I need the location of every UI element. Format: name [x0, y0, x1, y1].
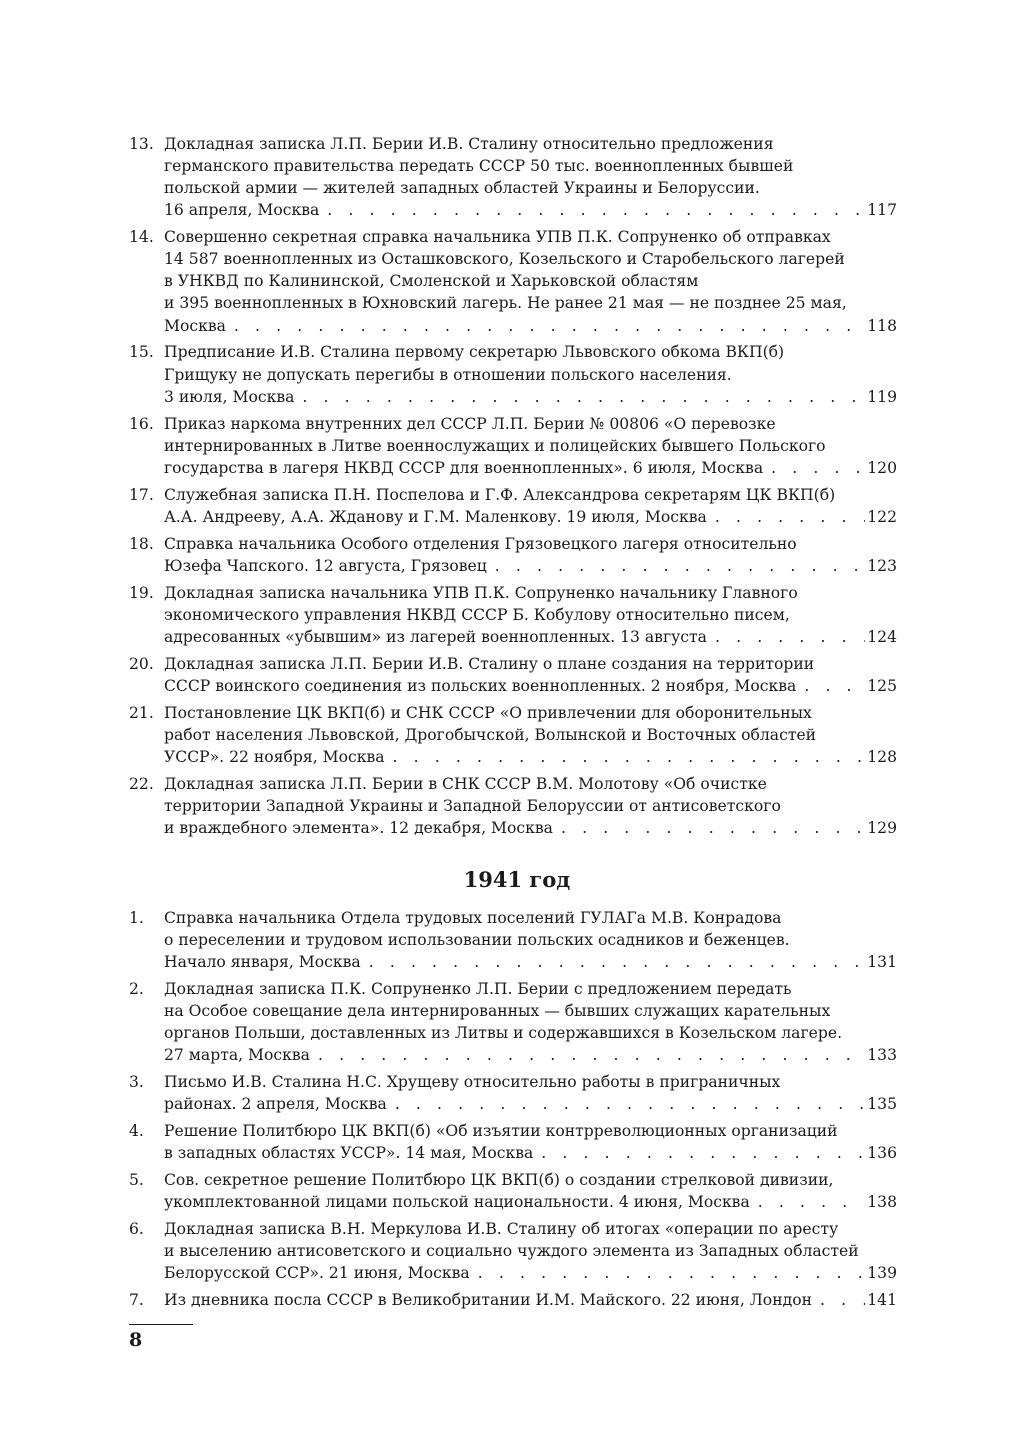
toc-entry-page: 120: [867, 458, 897, 477]
toc-entry-number: 13.: [129, 135, 154, 153]
toc-entry-line: и враждебного элемента». 12 декабря, Москва: [164, 818, 553, 837]
dot-leader: [750, 1191, 865, 1213]
toc-entry-line: в УНКВД по Калининской, Смоленской и Харьковской областям: [164, 272, 699, 291]
toc-entry-last-line: [164, 1191, 897, 1213]
toc-entry-page: 131: [867, 953, 897, 972]
toc-entry: [129, 653, 897, 697]
toc-entry-line: Справка начальника Особого отделения Грязовецкого лагеря относительно: [164, 534, 797, 553]
toc-entry-page: 141: [867, 1291, 897, 1310]
toc-entry: [129, 413, 897, 479]
toc-entry-line: в западных областях УССР». 14 мая, Москва: [164, 1144, 534, 1163]
toc-entry-number: 5.: [129, 1171, 144, 1190]
toc-entry-number: 6.: [129, 1220, 144, 1239]
toc-entry-last-line: [164, 506, 897, 528]
toc-entry-line: и 395 военнопленных в Юхновский лагерь. Не ранее 21 мая — не позднее 25 мая,: [164, 294, 847, 313]
dot-leader: [707, 626, 865, 648]
toc-entry-text: [164, 702, 897, 768]
dot-leader: [385, 746, 865, 768]
toc-entry: [129, 341, 897, 407]
toc-entry-last-line: [164, 555, 897, 577]
toc-entry-line: территории Западной Украины и Западной Белоруссии от антисоветского: [164, 796, 781, 815]
toc-entry-line: Решение Политбюро ЦК ВКП(б) «Об изъятии контрреволюционных организаций: [164, 1122, 838, 1141]
toc-entry-number: 22.: [129, 774, 154, 793]
toc-entry-line: Из дневника посла СССР в Великобритании И.М. Майского. 22 июня, Лондон: [164, 1291, 812, 1310]
toc-entry: [129, 1071, 897, 1115]
dot-leader: [812, 1289, 865, 1311]
toc-entry-text: [164, 773, 897, 839]
toc-entry-text: [164, 533, 897, 577]
toc-entry-page: 139: [867, 1264, 897, 1283]
toc-entry-last-line: [164, 457, 897, 479]
toc-entry: [129, 1120, 897, 1164]
toc-entry-number: 15.: [129, 343, 154, 362]
toc-entry-line: 3 июля, Москва: [164, 387, 295, 406]
toc-entry-text: [164, 226, 897, 336]
toc-entry-last-line: [164, 675, 897, 697]
toc-entry-text: [164, 978, 897, 1066]
dot-leader: [763, 457, 865, 479]
toc-entry-text: [164, 133, 897, 221]
toc-entry: [129, 702, 897, 768]
dot-leader: [319, 199, 865, 221]
toc-entry-line: работ населения Львовской, Дрогобычской, Волынской и Восточных областей: [164, 725, 817, 744]
toc-entry-line: УССР». 22 ноября, Москва: [164, 747, 385, 766]
toc-entry-line: Докладная записка В.Н. Меркулова И.В. Сталину об итогах «операции по аресту: [164, 1220, 839, 1239]
toc-entry-text: [164, 341, 897, 407]
toc-entry-page: 124: [867, 627, 897, 646]
toc-entry: [129, 907, 897, 973]
toc-entry-page: 135: [867, 1095, 897, 1114]
toc-entry-line: государства в лагеря НКВД СССР для военнопленных». 6 июля, Москва: [164, 458, 764, 477]
toc-entry-page: 129: [867, 818, 897, 837]
toc-entry-line: укомплектованной лицами польской национальности. 4 июня, Москва: [164, 1193, 750, 1212]
toc-entry-line: Постановление ЦК ВКП(б) и СНК СССР «О привлечении для оборонительных: [164, 703, 812, 722]
toc-entry-line: Москва: [164, 316, 226, 335]
toc-entry-last-line: [164, 817, 897, 839]
toc-entry-number: 18.: [129, 534, 154, 553]
toc-entry: [129, 1218, 897, 1284]
toc-entry-line: польской армии — жителей западных областей Украины и Белоруссии.: [164, 179, 760, 198]
toc-entry: [129, 1169, 897, 1213]
toc-entry-page: 119: [867, 387, 897, 406]
footer-rule: [129, 1324, 193, 1325]
toc-entry-line: Докладная записка Л.П. Берии И.В. Сталину о плане создания на территории: [164, 654, 815, 673]
toc-entry-number: 16.: [129, 414, 154, 433]
toc-entry-line: Служебная записка П.Н. Поспелова и Г.Ф. Александрова секретарям ЦК ВКП(б): [164, 485, 836, 504]
toc-entry-text: [164, 413, 897, 479]
toc-entry-line: Докладная записка Л.П. Берии в СНК СССР В.М. Молотову «Об очистке: [164, 774, 767, 793]
dot-leader: [487, 555, 865, 577]
toc-entry-number: 3.: [129, 1073, 144, 1092]
toc-entry-line: Докладная записка П.К. Сопруненко Л.П. Берии с предложением передать: [164, 980, 792, 999]
year-heading-1941: 1941 год: [463, 867, 571, 892]
toc-entry-line: Белорусской ССР». 21 июня, Москва: [164, 1264, 470, 1283]
toc-entry-line: 14 587 военнопленных из Осташковского, Козельского и Старобельского лагерей: [164, 250, 845, 269]
toc-entry: [129, 484, 897, 528]
toc-entry-last-line: [164, 1142, 897, 1164]
dot-leader: [387, 1093, 865, 1115]
toc-entry-number: 7.: [129, 1291, 144, 1310]
toc-entry-line: Докладная записка начальника УПВ П.К. Сопруненко начальнику Главного: [164, 583, 798, 602]
toc-entry-line: органов Польши, доставленных из Литвы и содержавшихся в Козельском лагере.: [164, 1024, 843, 1043]
dot-leader: [310, 1044, 865, 1066]
toc-entry-page: 128: [867, 747, 897, 766]
dot-leader: [470, 1262, 865, 1284]
toc-entry-text: [164, 582, 897, 648]
dot-leader: [707, 506, 865, 528]
toc-entry-line: Приказ наркома внутренних дел СССР Л.П. Берии № 00806 «О перевозке: [164, 414, 776, 433]
toc-entry-number: 17.: [129, 485, 154, 504]
dot-leader: [361, 951, 865, 973]
toc-entry-line: о переселении и трудовом использовании польских осадников и беженцев.: [164, 931, 790, 950]
dot-leader: [294, 386, 865, 408]
toc-entry-number: 4.: [129, 1122, 144, 1141]
toc-entry-line: Справка начальника Отдела трудовых поселений ГУЛАГа М.В. Конрадова: [164, 909, 782, 927]
dot-leader: [533, 1142, 865, 1164]
toc-entry-text: [164, 907, 897, 973]
toc-entry-line: Докладная записка Л.П. Берии И.В. Сталину относительно предложения: [164, 135, 774, 153]
toc-entry-text: [164, 1071, 897, 1115]
toc-entry-last-line: [164, 1262, 897, 1284]
toc-entry-number: 2.: [129, 980, 144, 999]
toc-entry-page: 138: [867, 1193, 897, 1212]
toc-entry: [129, 226, 897, 336]
toc-entry-page: 125: [867, 676, 897, 695]
toc-entry-line: Грищуку не допускать перегибы в отношении польского населения.: [164, 365, 732, 384]
toc-entry-number: 20.: [129, 654, 154, 673]
toc-entry-last-line: [164, 746, 897, 768]
toc-entry-line: Юзефа Чапского. 12 августа, Грязовец: [164, 556, 487, 575]
toc-entry-line: Предписание И.В. Сталина первому секретарю Львовского обкома ВКП(б): [164, 343, 785, 362]
toc-entry-line: адресованных «убывшим» из лагерей военнопленных. 13 августа: [164, 627, 707, 646]
toc-entry-line: германского правительства передать СССР 50 тыс. военнопленных бывшей: [164, 157, 794, 176]
toc-entry: [129, 1289, 897, 1311]
toc-entry-last-line: [164, 386, 897, 408]
toc-entry-text: [164, 1120, 897, 1164]
toc-entry-line: экономического управления НКВД СССР Б. Кобулову относительно писем,: [164, 605, 790, 624]
dot-leader: [553, 817, 865, 839]
toc-entry-line: Письмо И.В. Сталина Н.С. Хрущеву относительно работы в приграничных: [164, 1073, 781, 1092]
toc-entry-line: интернированных в Литве военнослужащих и полицейских бывшего Польского: [164, 436, 826, 455]
toc-entry-line: Совершенно секретная справка начальника УПВ П.К. Сопруненко об отправках: [164, 228, 831, 247]
toc-entry-last-line: [164, 951, 897, 973]
page-number: 8: [129, 1329, 143, 1351]
toc-entry-number: 14.: [129, 228, 154, 247]
dot-leader: [226, 315, 865, 337]
toc-entry-number: 21.: [129, 703, 154, 722]
dot-leader: [796, 675, 865, 697]
toc-entry-page: 136: [867, 1144, 897, 1163]
toc-entry-last-line: [164, 199, 897, 221]
toc-entry: [129, 582, 897, 648]
toc-entry-line: районах. 2 апреля, Москва: [164, 1095, 387, 1114]
toc-entry-last-line: [164, 1093, 897, 1115]
toc-entry-last-line: [164, 1044, 897, 1066]
toc-entry-text: [164, 653, 897, 697]
toc-entry-text: [164, 1169, 897, 1213]
toc-entry-last-line: [164, 1289, 897, 1311]
toc-entry-text: [164, 1218, 897, 1284]
toc-entry-line: Начало января, Москва: [164, 953, 361, 972]
toc-entry-page: 133: [867, 1046, 897, 1065]
toc-entry-last-line: [164, 315, 897, 337]
toc-entry-line: и выселению антисоветского и социально чуждого элемента из Западных областей: [164, 1242, 859, 1261]
toc-entry-page: 123: [867, 556, 897, 575]
toc-entry: [129, 133, 897, 221]
toc-entry-line: 27 марта, Москва: [164, 1046, 310, 1065]
toc-entry-line: СССР воинского соединения из польских военнопленных. 2 ноября, Москва: [164, 676, 797, 695]
toc-entry-text: [164, 1289, 897, 1311]
toc-entry-number: 1.: [129, 909, 144, 927]
toc-entry-page: 117: [867, 201, 897, 220]
toc-entry: [129, 773, 897, 839]
toc-entry-text: [164, 484, 897, 528]
toc-entry-page: 122: [867, 507, 897, 526]
toc-entry-line: А.А. Андрееву, А.А. Жданову и Г.М. Маленкову. 19 июля, Москва: [164, 507, 707, 526]
toc-entry-number: 19.: [129, 583, 154, 602]
toc-entry-last-line: [164, 626, 897, 648]
toc-entry-line: на Особое совещание дела интернированных — бывших служащих карательных: [164, 1002, 831, 1021]
toc-entry-page: 118: [867, 316, 897, 335]
toc-entry-line: 16 апреля, Москва: [164, 201, 320, 220]
toc-entry: [129, 978, 897, 1066]
toc-1941-list: [129, 907, 897, 1316]
toc-entry-line: Сов. секретное решение Политбюро ЦК ВКП(б) о создании стрелковой дивизии,: [164, 1171, 834, 1190]
toc-entry: [129, 533, 897, 577]
toc-1940-list: [129, 133, 897, 844]
